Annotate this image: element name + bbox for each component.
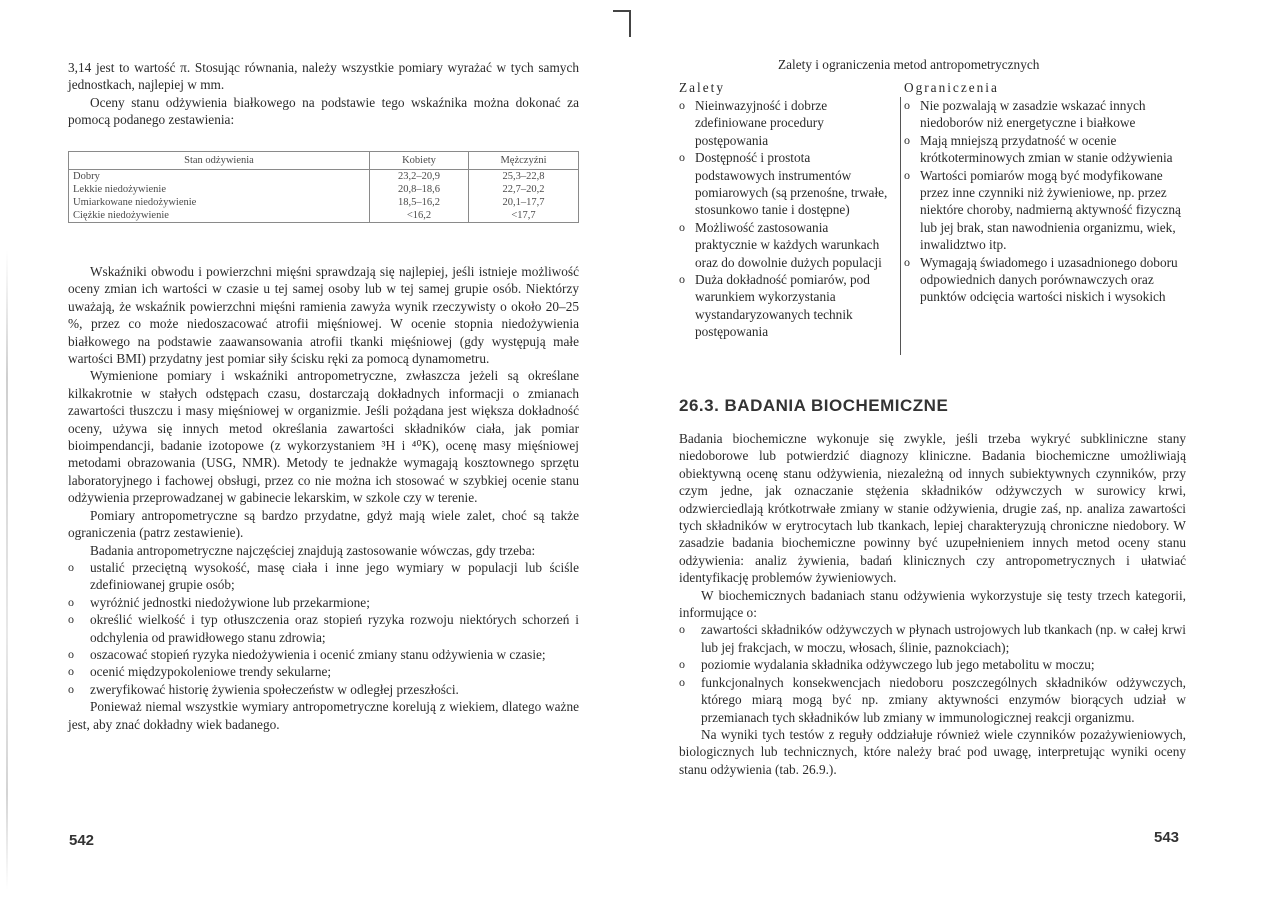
paragraph: Wskaźniki obwodu i powierzchni mięśni sprawdzają się najlepiej, jeśli istnieje możliwość oceny zmian ich wartości w czasie u tej samej osoby lub w tej samej grupie osób. Niektórzy uważają, że wskaźnik powierzchni mięśni ramienia zawyża wynik rzeczywisty o około 20–25 %, przez co może niedoszacować atrofii mięśniowej. W ocenie stopnia niedożywienia białkowego na podstawie zaawansowania atrofii tkanki mięśniowej (gdy występują małe wartości BMI) przydatny jest pomiar siły ścisku ręki za pomocą dynamometru.	[68, 264, 579, 367]
table-cell: 25,3–22,8	[469, 170, 579, 184]
table-row	[69, 196, 579, 209]
list-item: o poziomie wydalania składnika odżywczego lub jego metabolitu w moczu;	[679, 656, 1186, 673]
paragraph: 3,14 jest to wartość π. Stosując równania, należy wszystkie pomiary wyrażać w tych samych jednostkach, najlepiej w mm.	[68, 60, 579, 93]
list-item: o ocenić międzypokoleniowe trendy sekularne;	[68, 663, 579, 680]
list-item: o ustalić przeciętną wysokość, masę ciała i inne jego wymiary w populacji lub ściśle zdefiniowanej grupie osób;	[68, 559, 579, 594]
list-item: o funkcjonalnych konsekwencjach niedoboru poszczególnych składników odżywczych, którego miarą mogą być np. zmiany aktywności enzymów biorących udział w przemianach tych składników lub zmiany w immunologicznej reakcji organizmu.	[679, 674, 1186, 726]
left-intro-text	[68, 59, 579, 129]
list-item: o Nieinwazyjność i dobrze zdefiniowane procedury postępowania	[679, 97, 893, 149]
right-main-text	[679, 430, 1186, 778]
table-row	[69, 170, 579, 184]
list-item: o Nie pozwalają w zasadzie wskazać innych niedoborów niż energetyczne i białkowe	[904, 97, 1186, 132]
box-title: Zalety i ograniczenia metod antropometrycznych	[778, 57, 1040, 72]
zalety-list	[679, 97, 893, 341]
table-cell: 23,2–20,9	[370, 170, 469, 184]
zalety-header: Zalety	[679, 80, 725, 95]
table-cell: Ciężkie niedożywienie	[69, 209, 370, 223]
paragraph: Pomiary antropometryczne są bardzo przydatne, gdyż mają wiele zalet, choć są także ograniczenia (patrz zestawienie).	[68, 507, 579, 541]
list-item: o zweryfikować historię żywienia społeczeństw w odległej przeszłości.	[68, 681, 579, 698]
table-cell: Lekkie niedożywienie	[69, 183, 370, 196]
table-header: Kobiety	[370, 152, 469, 170]
table-cell: <16,2	[370, 209, 469, 223]
page-number: 543	[1154, 829, 1180, 846]
list-item: o oszacować stopień ryzyka niedożywienia i ocenić zmiany stanu odżywienia w czasie;	[68, 646, 579, 663]
paragraph: Oceny stanu odżywienia białkowego na podstawie tego wskaźnika można dokonać za pomocą podanego zestawienia:	[68, 94, 579, 128]
paragraph: Na wyniki tych testów z reguły oddziałuje również wiele czynników pozażywieniowych, biologicznych lub technicznych, które należy brać pod uwagę, interpretując wyniki oceny stanu odżywienia (tab. 26.9.).	[679, 726, 1186, 777]
list-item: o Mają mniejszą przydatność w ocenie krótkoterminowych zmian w stanie odżywienia	[904, 132, 1186, 167]
list-item: o wyróżnić jednostki niedożywione lub przekarmione;	[68, 594, 579, 611]
zalety-column	[679, 97, 893, 341]
list-item: o Dostępność i prostota podstawowych instrumentów pomiarowych (są przenośne, trwałe, stosunkowo tanie i dostępne)	[679, 149, 893, 219]
table-cell: 18,5–16,2	[370, 196, 469, 209]
list-item: o Duża dokładność pomiarów, pod warunkiem wykorzystania wystandaryzowanych technik postępowania	[679, 271, 893, 341]
list-item: o Wartości pomiarów mogą być modyfikowane przez inne czynniki niż żywieniowe, np. przez niektóre choroby, nadmierną aktywność fizyczną lub jej brak, stan nawodnienia organizmu, wiek, inwalidztwo itp.	[904, 167, 1186, 254]
table-header: Stan odżywienia	[69, 152, 370, 170]
table-row	[69, 183, 579, 196]
table-cell: 22,7–20,2	[469, 183, 579, 196]
table-cell: Dobry	[69, 170, 370, 184]
section-heading: 26.3. BADANIA BIOCHEMICZNE	[679, 396, 949, 415]
table-cell: 20,1–17,7	[469, 196, 579, 209]
table-row	[69, 209, 579, 223]
table-cell: 20,8–18,6	[370, 183, 469, 196]
paragraph: Wymienione pomiary i wskaźniki antropometryczne, zwłaszcza jeżeli są określane kilkakrotnie w stałych odstępach czasu, dostarczają dokładnych informacji o zmianach zawartości tłuszczu i masy mięśniowej w organizmie. Jeśli pożądana jest większa dokładność oceny, używa się innych metod określania zawartości składników ciała, jak pomiar bioimpendancji, badanie izotopowe (z wykorzystaniem ³H i ⁴⁰K), ocenę masy mięśniowej metodami obrazowania (USG, NMR). Metody te jednakże wymagają kosztownego sprzętu laboratoryjnego i fachowej obsługi, przez co nie można ich stosować w szybkiej ocenie stanu odżywienia przeprowadzanej w gabinecie lekarskim, w szkole czy w terenie.	[68, 368, 579, 506]
list-item: o określić wielkość i typ otłuszczenia oraz stopień ryzyka rozwoju niektórych schorzeń i odchylenia od prawidłowego stanu zdrowia;	[68, 611, 579, 646]
table-header-row	[69, 152, 579, 170]
list-item: o Możliwość zastosowania praktycznie w każdych warunkach oraz do dowolnie dużych populacji	[679, 219, 893, 271]
paragraph: Ponieważ niemal wszystkie wymiary antropometryczne korelują z wiekiem, dlatego ważne jest, aby znać dokładny wiek badanego.	[68, 699, 579, 732]
ograniczenia-column	[904, 97, 1186, 306]
test-categories-list	[679, 621, 1186, 725]
paragraph: Badania antropometryczne najczęściej znajdują zastosowanie wówczas, gdy trzeba:	[90, 542, 536, 558]
list-item: o zawartości składników odżywczych w płynach ustrojowych lub tkankach (np. w całej krwi lub jej frakcjach, w moczu, włosach, ślinie, paznokciach);	[679, 621, 1186, 656]
table-header: Mężczyźni	[469, 152, 579, 170]
page-number: 542	[69, 832, 95, 849]
left-page	[0, 0, 631, 899]
nutrition-status-table	[68, 151, 579, 223]
column-divider	[900, 97, 901, 355]
table-cell: Umiarkowane niedożywienie	[69, 196, 370, 209]
ograniczenia-list	[904, 97, 1186, 306]
list-item: o Wymagają świadomego i uzasadnionego doboru odpowiednich danych porównawczych oraz punktów odcięcia wartości niskich i wysokich	[904, 254, 1186, 306]
ograniczenia-header: Ograniczenia	[904, 80, 999, 95]
paragraph: W biochemicznych badaniach stanu odżywienia wykorzystuje się testy trzech kategorii, informujące o:	[679, 587, 1186, 621]
left-main-text	[68, 263, 579, 733]
paragraph: Badania biochemiczne wykonuje się zwykle, jeśli trzeba wykryć subkliniczne stany niedoborowe lub potwierdzić diagnozy kliniczne. Badania biochemiczne umożliwiają obiektywną ocenę stanu odżywienia, niezależną od innych subiektywnych czynników, przy czym jedne, jak oznaczanie stężenia składników odżywczych w surowicy krwi, odzwierciedlają krótkotrwałe zmiany w stanie odżywienia, drugie zaś, np. analiza zawartości tych składników w erytrocytach lub tkankach, lepiej charakteryzują chroniczne niedobory. W zasadzie badania biochemiczne powinny być uzupełnieniem innych metod oceny stanu odżywienia: analiz żywienia, badań klinicznych czy antropometrycznych i ułatwiać identyfikację problemów żywieniowych.	[679, 431, 1186, 586]
table-cell: <17,7	[469, 209, 579, 223]
anthropometry-uses-list	[68, 559, 579, 698]
